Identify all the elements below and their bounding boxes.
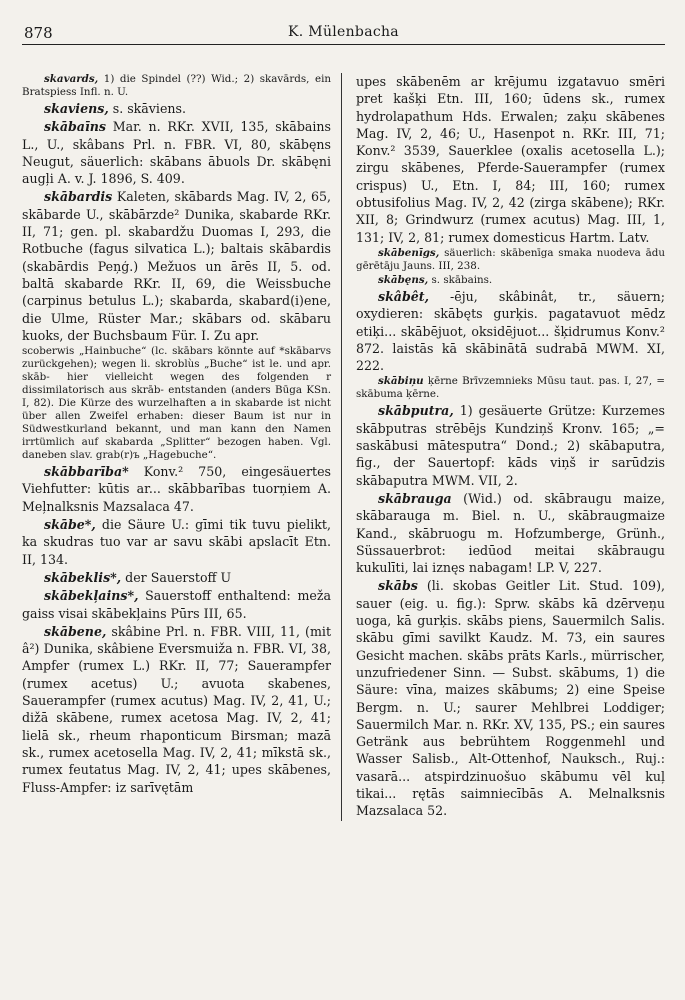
entry-headword: skaviens, xyxy=(44,101,109,116)
right-column xyxy=(352,73,665,821)
entry-headword: skābekļains*, xyxy=(44,588,139,604)
entry-headword: skābenīgs, xyxy=(377,246,440,259)
dictionary-entry xyxy=(22,345,331,462)
entry-text: (li. skobas Geitler Lit. Stud. 109), sauer (eig. u. fig.): Sprw. skābs kā dzērveņu uoga, kā gurķis. skābs piens, Sauermilch Salis. skābu gīmi savilkt Kaudz. M. 73, ein saures Gesicht machen. skābs prāts Karls., mürrischer, unzufriedener Sinn. — Subst. skābums, 1) die Säure: vīna, maizes skābums; 2) eine Speise Bergm. n. U.; saurer Mehlbrei Loddiger; Sauermilch Mar. n. RKr. XV, 135, PS.; ein saures Getränk aus bebrühtem Roggenmehl und Wasser Salisb., Alt-Ottenhof, Nauksch., Ruj.: vasarā... atspirdzinuošuo skābumu vēl kuļ tikai... rętās saimniecībās A. Melnalksnis Mazsalaca 52. xyxy=(355,578,665,819)
dictionary-entry xyxy=(22,587,331,622)
entry-headword: skâbêt, xyxy=(377,288,429,304)
entry-text: Konv.² 750, eingesäuertes Viehfutter: kūtis ar... skābbarības tuorņiem A. Meļnalksnis Mazsalaca 47. xyxy=(22,464,331,514)
entry-text: upes skābenēm ar krējumu izgatavuo smēri pret kašķi Etn. III, 160; ūdens sk., rumex hydrolapathum Hds. Erwalen; zaķu skābenes Mag. IV, 2, 46; U., Hasenpot n. RKr. III, 71; Konv.² 3539, Sauerklee (oxalis acetosella L.); zirgu skābenes, Pferde-Sauerampfer (rumex crispus) U., Etn. I, 84; III, 160; rumex obtusifolius Mag. IV, 2, 42 (zirga skābene); RKr. XII, 8; Grindwurz (rumex acutus) Mag. III, 1, 131; IV, 2, 81; rumex domesticus Hartm. Latv. xyxy=(355,74,665,245)
entry-headword: skābeklis*, xyxy=(44,569,122,585)
dictionary-entry xyxy=(356,73,665,246)
entry-headword: skābiņu xyxy=(377,375,424,388)
entry-text: Kaleten, skābards Mag. IV, 2, 65, skābarde U., skābārzde² Dunika, skabarde RKr. II, 71; gen. pl. skabardžu Duomas I, 293, die Rotbuche (fagus silvatica L.); baltais skābardis (skabārdis Peņģ.) Mežuos un ārēs II, 5. od. baltā skabarde RKr. II, 69, die Weissbuche (carpinus betulus L.); skabarda, skabard(i)ene, die Ulme, Rüster Mar.; skābars od. skābaru kuoks, der Buchsbaum Für. I. Zu apr. xyxy=(22,189,331,343)
entry-text: 1) gesäuerte Grütze: Kurzemes skābputras strēbējs Kundziņš Kronv. 165; „= saskābusi mātesputra“ Dond.; 2) skābaputra, fig., der Sauertopf: kāds viņš ir sarūdzis skābaputra MWM. VII, 2. xyxy=(355,403,665,488)
entry-headword: skābrauga xyxy=(377,490,452,506)
entry-headword: skābputra, xyxy=(377,403,454,419)
entry-headword: skābe*, xyxy=(44,517,96,533)
dictionary-entry xyxy=(22,516,331,568)
column-divider xyxy=(341,73,342,821)
entry-headword: skābene, xyxy=(44,623,107,639)
dictionary-entry xyxy=(22,569,331,586)
page-header xyxy=(22,18,665,45)
entry-headword: skābbarība* xyxy=(44,464,129,480)
entry-text: der Sauerstoff U xyxy=(121,569,232,585)
entry-headword: skābardis xyxy=(44,189,113,205)
entry-text: scoberwis „Hainbuche“ (lc. skābars könnte auf *skābarvs zurückgehen); wegen li. skroblùs „Buche“ ist le. und apr. skāb- hier vielleicht wegen des folgenden r dissimilatorisch aus skrāb- entstanden (anders Būga KSn. I, 82). Die Kürze des wurzelhaften a in skabarde ist nicht über allen Zweifel erhaben: dieser Baum ist nur in Südwestkurland bekannt, und man kann den Namen irrtümlich auf skabarda „Splitter“ bezogen haben. Vgl. daneben slav. grab(r)ъ „Hagebuche“. xyxy=(22,345,331,462)
entry-text: s. skābains. xyxy=(428,273,493,286)
entry-text: 1) die Spindel (??) Wid.; 2) skavārds, ein Bratspiess Infl. n. U. xyxy=(22,73,331,98)
dictionary-entry xyxy=(22,188,331,344)
entry-text: die Säure U.: gīmi tik tuvu pielikt, ka skudras tuo var ar savu skābi apslacīt Etn. II, 134. xyxy=(22,517,331,567)
dictionary-entry xyxy=(22,73,331,99)
dictionary-entry xyxy=(356,247,665,273)
entry-text: säuerlich: skābenīga smaka nuodeva ādu gērētāju Jauns. III, 238. xyxy=(355,246,665,272)
entry-headword: skābaīns xyxy=(44,119,106,135)
two-column-body xyxy=(22,73,665,821)
entry-text: Mar. n. RKr. XVII, 135, skābains L., U., skâbans Prl. n. FBR. VI, 80, skābęns Neugut, säuerlich: skābans ābuols Dr. skābęni augļi A. v. J. 1896, S. 409. xyxy=(22,119,331,187)
entry-text: s. skāviens. xyxy=(108,101,186,116)
dictionary-entry xyxy=(22,118,331,187)
dictionary-entry xyxy=(356,490,665,576)
dictionary-entry xyxy=(22,623,331,796)
entry-headword: skābs xyxy=(377,578,418,594)
dictionary-entry xyxy=(356,375,665,401)
entry-text: skâbine Prl. n. FBR. VIII, 11, (mit â²) Dunika, skâbiene Eversmuiža n. FBR. VI, 38, Ampfer (rumex L.) RKr. II, 77; Sauerampfer (rumex acetus) U.; avuota skabenes, Sauerampfer (rumex acutus) Mag. IV, 2, 41, U.; dižā skābene, rumex acetosa Mag. IV, 2, 41; lielā sk., rheum rhaponticum Birsman; mazā sk., rumex acetosella Mag. IV, 2, 41; mīkstā sk., rumex feutatus Mag. IV, 2, 41; upes skābenes, Fluss-Ampfer: iz sarīvętām xyxy=(22,623,331,795)
dictionary-entry xyxy=(22,100,331,117)
dictionary-entry xyxy=(356,577,665,819)
entry-headword: skābęns, xyxy=(377,273,429,286)
dictionary-entry xyxy=(356,288,665,374)
entry-text: ķērne Brīvzemnieks Mūsu taut. pas. I, 27, = skābuma ķērne. xyxy=(355,375,665,401)
entry-text: Sauerstoff enthaltend: meža gaiss visai skābekļains Pūrs III, 65. xyxy=(22,588,331,621)
entry-text: (Wid.) od. skābraugu maize, skābarauga m. Biel. n. U., skābraugmaize Kand., skābruogu m. Hofzumberge, Grünh., Süssauerbrot: iedūod meitai skābraugu kukulīti, lai iznęs nabagam! LP. V, 227. xyxy=(355,490,665,576)
left-column xyxy=(22,73,341,821)
running-title: K. Mülenbacha xyxy=(288,24,399,40)
page-number: 878 xyxy=(24,24,53,42)
dictionary-entry xyxy=(22,463,331,515)
entry-text: -ēju, skâbinât, tr., säuern; oxydieren: skābęts gurķis. pagatavuot mēdz etiķi... skābējuot, oksidējuot... šķidrumus Konv.² 872. laistās kā skābinātā sudrabā MWM. XI, 222. xyxy=(355,288,665,374)
dictionary-entry xyxy=(356,274,665,287)
entry-headword: skavards, xyxy=(44,73,99,85)
dictionary-entry xyxy=(356,402,665,488)
